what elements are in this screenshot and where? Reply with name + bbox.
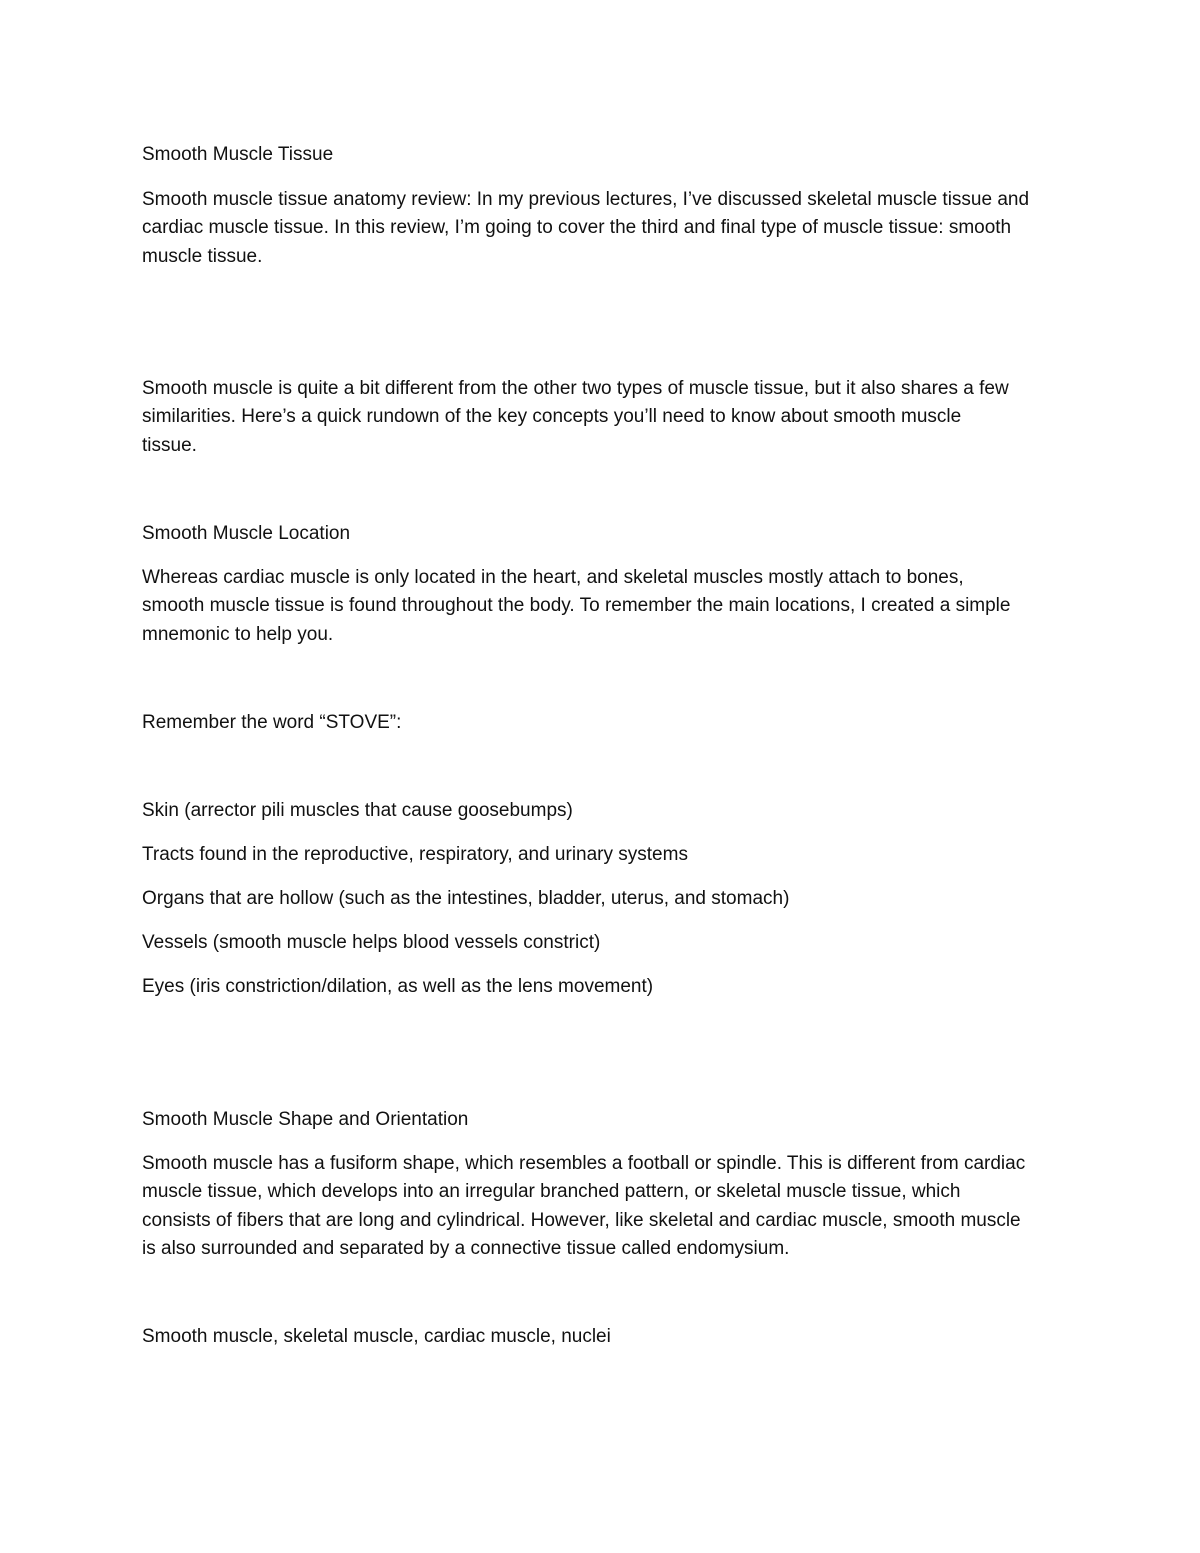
list-item: Eyes (iris constriction/dilation, as well as the lens movement) xyxy=(142,976,654,997)
paragraph-line: Whereas cardiac muscle is only located in the heart, and skeletal muscles mostly attach to bones, xyxy=(142,567,964,588)
paragraph-line: Smooth muscle has a fusiform shape, which resembles a football or spindle. This is different from cardiac xyxy=(142,1153,1026,1174)
list-item: Organs that are hollow (such as the intestines, bladder, uterus, and stomach) xyxy=(142,888,790,909)
list-item: Vessels (smooth muscle helps blood vessels constrict) xyxy=(142,932,601,953)
section-heading-shape: Smooth Muscle Shape and Orientation xyxy=(142,1109,469,1130)
paragraph-line: mnemonic to help you. xyxy=(142,624,334,645)
list-item: Skin (arrector pili muscles that cause goosebumps) xyxy=(142,800,573,821)
paragraph-line: smooth muscle tissue is found throughout the body. To remember the main locations, I created a simple xyxy=(142,595,1011,616)
paragraph-line: Smooth muscle tissue anatomy review: In my previous lectures, I’ve discussed skeletal muscle tissue and xyxy=(142,189,1030,210)
paragraph-line: is also surrounded and separated by a connective tissue called endomysium. xyxy=(142,1238,790,1259)
mnemonic-intro: Remember the word “STOVE”: xyxy=(142,712,402,733)
paragraph-line: muscle tissue, which develops into an irregular branched pattern, or skeletal muscle tissue, which xyxy=(142,1181,961,1202)
list-item: Tracts found in the reproductive, respiratory, and urinary systems xyxy=(142,844,688,865)
section-heading-location: Smooth Muscle Location xyxy=(142,523,351,544)
paragraph-line: cardiac muscle tissue. In this review, I’m going to cover the third and final type of muscle tissue: smooth xyxy=(142,217,1012,238)
section-heading-smooth-muscle-tissue: Smooth Muscle Tissue xyxy=(142,144,334,165)
figure-caption: Smooth muscle, skeletal muscle, cardiac muscle, nuclei xyxy=(142,1326,611,1347)
paragraph-line: tissue. xyxy=(142,435,197,456)
paragraph-line: Smooth muscle is quite a bit different from the other two types of muscle tissue, but it also shares a few xyxy=(142,378,1009,399)
paragraph-line: consists of fibers that are long and cylindrical. However, like skeletal and cardiac muscle, smooth muscle xyxy=(142,1210,1021,1231)
paragraph-line: similarities. Here’s a quick rundown of the key concepts you’ll need to know about smooth muscle xyxy=(142,406,962,427)
paragraph-line: muscle tissue. xyxy=(142,246,263,267)
